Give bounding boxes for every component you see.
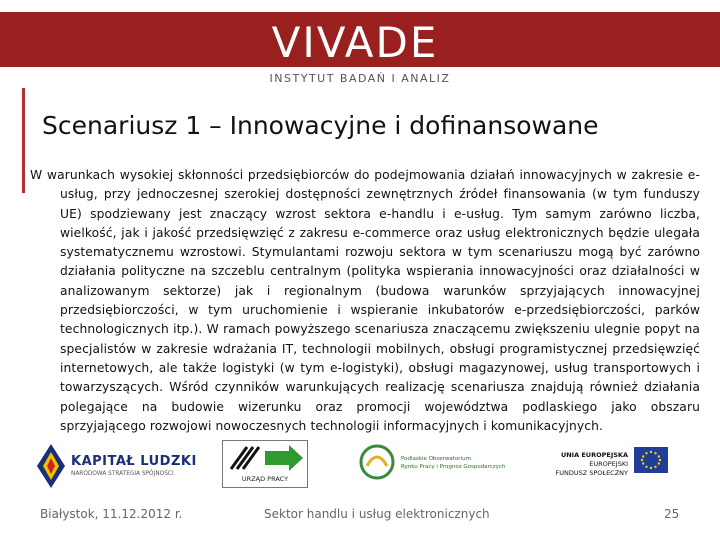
obserwatorium-line2: Rynku Pracy i Prognoz Gospodarczych <box>401 464 506 470</box>
eu-line1: UNIA EUROPEJSKA <box>560 451 628 459</box>
eu-logo <box>548 445 672 487</box>
eu-flag-icon <box>634 447 668 473</box>
kapital-ludzki-logo <box>35 440 197 492</box>
footer-title: Sektor handlu i usług elektronicznych <box>264 507 490 521</box>
urzad-pracy-logo <box>222 440 308 488</box>
left-accent-bar <box>22 88 25 193</box>
eu-line2: EUROPEJSKI <box>589 460 628 468</box>
urzad-pracy-arrow-icon <box>223 441 307 475</box>
eu-line3: FUNDUSZ SPOŁECZNY <box>555 469 628 477</box>
slide-body-text: W warunkach wysokiej skłonności przedsiębiorców do podejmowania działań innowacyjnych w zakresie e-usług, przy jednoczesnej szerokiej dostępności zewnętrznych źródeł finansowania (w tym funduszy UE) spodziewany jest znaczący wzrost sektora e-handlu i e-usług. Tym samym zarówno liczba, wielkość, jak i jakość przedsięwzięć z zakresu e-commerce oraz usług elektronicznych będzie ulegała systematycznemu wzrostowi. Stymulantami rozwoju sektora w tym scenariuszu mogą być zarówno działania polityczne na szczeblu centralnym (polityka wspierania innowacyjności oraz działalności w analizowanym sektorze) jak i regionalnym (budowa warunków sprzyjających innowacyjnej przedsiębiorczości, w tym uruchomienie i wspieranie inkubatorów e-przedsiębiorczości, parków technologicznych itp.). W ramach powyższego scenariusza znaczącemu zwiększeniu ulegnie popyt na specjalistów w zakresie wdrażania IT, technologii mobilnych, obsługi programistycznej przedsięwzięć internetowych, ale także logistyki (w tym e-logistyki), obsługi magazynowej, usług transportowych i towarzyszących. Wśród czynników warunkujących realizację scenariusza znajdują również działania polegające na budowie wizerunku oraz promocji województwa podlaskiego jako obszaru sprzyjającego rozwojowi nowoczesnych technologii informacyjnych i komunikacyjnych. <box>30 168 700 433</box>
slide-title: Scenariusz 1 – Innowacyjne i dofinansowane <box>42 111 599 140</box>
logo-subtitle: INSTYTUT BADAŃ I ANALIZ <box>269 72 451 85</box>
page-number: 25 <box>664 507 680 521</box>
obserwatorium-mark-icon <box>357 440 397 484</box>
kapital-ludzki-title: KAPITAŁ LUDZKI <box>71 454 197 469</box>
urzad-pracy-label: URZĄD PRACY <box>241 475 289 483</box>
footer-date: Białystok, 11.12.2012 r. <box>40 507 183 521</box>
obserwatorium-logo <box>357 440 506 486</box>
kapital-ludzki-star-icon <box>35 442 67 490</box>
logo-text: VIVADE <box>271 18 439 67</box>
vivade-logo <box>255 8 455 68</box>
obserwatorium-line1: Podlaskie Obserwatorium <box>401 456 471 462</box>
kapital-ludzki-subtitle: NARODOWA STRATEGIA SPÓJNOŚCI <box>71 471 174 477</box>
